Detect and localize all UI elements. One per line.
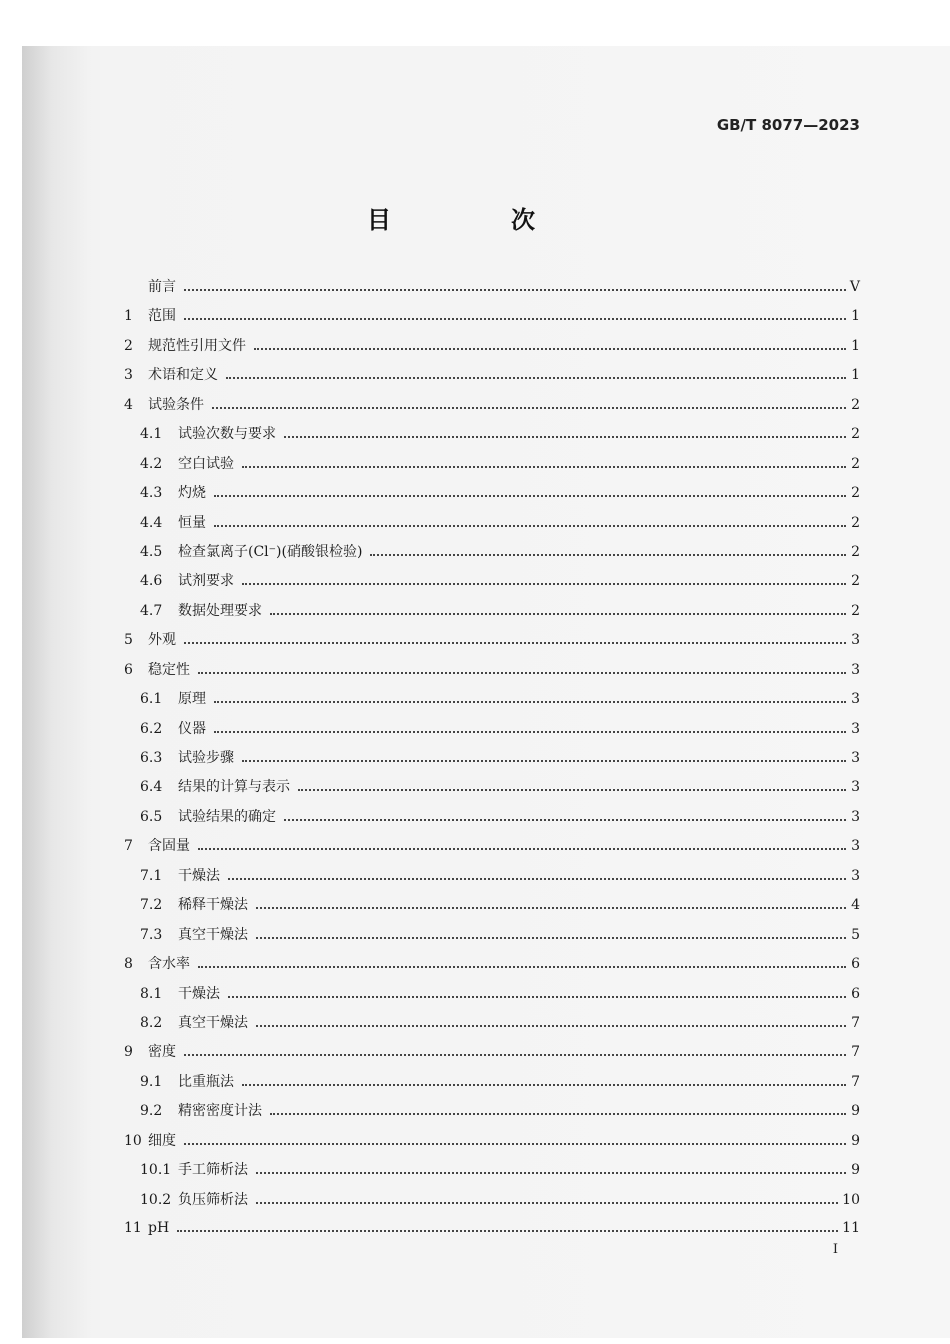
toc-entry-page: 7 xyxy=(851,1044,860,1061)
standard-code: GB/T 8077—2023 xyxy=(716,116,860,134)
toc-entry-page: 3 xyxy=(851,661,860,678)
toc-entry[interactable] xyxy=(124,835,860,864)
toc-entry-page: 10 xyxy=(842,1191,860,1208)
toc-dot-leader xyxy=(177,1218,838,1232)
toc-entry[interactable] xyxy=(124,776,860,805)
toc-entry-page: 6 xyxy=(851,985,860,1002)
toc-entry[interactable] xyxy=(124,1100,860,1129)
toc-entry-page: 3 xyxy=(851,867,860,884)
toc-entry-page: 3 xyxy=(851,691,860,708)
toc-entry-page: 2 xyxy=(851,602,860,619)
toc-entry-number: 6.2 xyxy=(140,720,163,737)
toc-entry[interactable] xyxy=(124,806,860,835)
toc-entry[interactable] xyxy=(124,865,860,894)
toc-entry-label: 试验结果的确定 xyxy=(178,808,276,825)
toc-entry[interactable] xyxy=(124,629,860,658)
toc-entry-page: 3 xyxy=(851,750,860,766)
toc-entry-page: 2 xyxy=(851,573,860,590)
toc-entry-number: 9 xyxy=(124,1044,133,1061)
toc-entry[interactable] xyxy=(124,305,860,334)
toc-dot-leader xyxy=(214,483,846,497)
toc-dot-leader xyxy=(242,748,846,762)
toc-dot-leader xyxy=(284,807,846,821)
toc-entry-page: 6 xyxy=(851,956,860,973)
toc-entry-number: 4.4 xyxy=(140,514,163,531)
table-of-contents xyxy=(124,276,860,1247)
toc-entry[interactable] xyxy=(124,570,860,599)
toc-entry-page: 3 xyxy=(851,632,860,649)
toc-entry-page: 2 xyxy=(851,455,860,472)
toc-dot-leader xyxy=(198,954,846,968)
toc-entry-number: 10 xyxy=(124,1132,142,1149)
toc-entry-number: 4.2 xyxy=(140,455,163,472)
toc-entry[interactable] xyxy=(124,1218,860,1247)
toc-entry-label: 术语和定义 xyxy=(148,367,218,384)
toc-entry-page: 2 xyxy=(851,426,860,443)
toc-entry-number: 4.1 xyxy=(140,426,163,443)
toc-dot-leader xyxy=(184,630,846,644)
toc-entry-label: 真空干燥法 xyxy=(178,1014,248,1031)
toc-entry[interactable] xyxy=(124,1159,860,1188)
toc-entry-page: 3 xyxy=(851,808,860,825)
toc-dot-leader xyxy=(256,925,846,939)
toc-entry[interactable] xyxy=(124,659,860,688)
toc-entry[interactable] xyxy=(124,423,860,452)
toc-dot-leader xyxy=(256,1160,846,1174)
toc-entry-label: 范围 xyxy=(148,308,176,325)
toc-entry-label: 仪器 xyxy=(178,720,206,737)
toc-entry-number: 10.1 xyxy=(140,1162,172,1179)
toc-entry-number: 3 xyxy=(124,367,133,384)
toc-entry-label: 稳定性 xyxy=(148,661,190,678)
toc-entry-page: 1 xyxy=(851,308,860,325)
toc-entry-label: 结果的计算与表示 xyxy=(178,779,290,796)
toc-entry-label: 恒量 xyxy=(178,514,206,531)
toc-entry-page: 3 xyxy=(851,838,860,855)
toc-entry-label: 含固量 xyxy=(148,838,190,855)
toc-dot-leader xyxy=(370,542,846,556)
toc-entry-label: 空白试验 xyxy=(178,455,234,472)
toc-dot-leader xyxy=(226,365,846,379)
toc-entry-label: 密度 xyxy=(148,1044,176,1061)
toc-entry-label: 试验步骤 xyxy=(178,750,234,766)
toc-entry-label: 比重瓶法 xyxy=(178,1073,234,1090)
toc-entry-page: 7 xyxy=(851,1014,860,1031)
toc-dot-leader xyxy=(214,719,846,733)
toc-entry[interactable] xyxy=(124,894,860,923)
toc-entry-label: 手工筛析法 xyxy=(178,1162,248,1179)
toc-entry-label: 干燥法 xyxy=(178,867,220,884)
toc-entry[interactable] xyxy=(124,688,860,717)
toc-entry[interactable] xyxy=(124,541,860,570)
toc-entry-label: 检查氯离子(Cl⁻)(硝酸银检验) xyxy=(178,543,363,560)
toc-dot-leader xyxy=(284,424,846,438)
toc-entry-label: 含水率 xyxy=(148,956,190,973)
toc-entry[interactable] xyxy=(124,1012,860,1041)
toc-entry-page: 1 xyxy=(851,337,860,354)
toc-entry-page: 2 xyxy=(851,396,860,413)
toc-entry-number: 10.2 xyxy=(140,1191,172,1208)
toc-dot-leader xyxy=(214,513,846,527)
toc-entry[interactable] xyxy=(124,600,860,629)
toc-dot-leader xyxy=(228,984,846,998)
toc-dot-leader xyxy=(256,895,846,909)
toc-entry-number: 8.1 xyxy=(140,985,163,1002)
toc-entry-number: 6.1 xyxy=(140,691,163,708)
toc-entry[interactable] xyxy=(124,482,860,511)
toc-entry[interactable] xyxy=(124,364,860,393)
toc-entry[interactable] xyxy=(124,983,860,1012)
toc-entry[interactable] xyxy=(124,924,860,953)
toc-entry[interactable] xyxy=(124,276,860,305)
toc-dot-leader xyxy=(270,1101,846,1115)
toc-entry-number: 1 xyxy=(124,308,133,325)
toc-dot-leader xyxy=(184,306,846,320)
toc-entry-number: 7.3 xyxy=(140,926,163,943)
page-number: I xyxy=(832,1242,838,1257)
toc-entry-number: 9.2 xyxy=(140,1103,163,1120)
toc-entry-page: 4 xyxy=(851,897,860,914)
toc-entry[interactable] xyxy=(124,747,860,776)
toc-entry-number: 6 xyxy=(124,661,133,678)
toc-entry-number: 9.1 xyxy=(140,1073,163,1090)
toc-entry-number: 7 xyxy=(124,838,133,855)
toc-entry-page: 1 xyxy=(851,367,860,384)
toc-entry-number: 6.4 xyxy=(140,779,163,796)
toc-entry-page: 11 xyxy=(842,1220,860,1236)
toc-entry-label: 真空干燥法 xyxy=(178,926,248,943)
toc-dot-leader xyxy=(184,277,846,291)
toc-entry-number: 2 xyxy=(124,337,133,354)
toc-entry-label: 稀释干燥法 xyxy=(178,897,248,914)
toc-entry-label: 负压筛析法 xyxy=(178,1191,248,1208)
toc-entry-number: 8 xyxy=(124,956,133,973)
toc-entry-page: 9 xyxy=(851,1162,860,1179)
toc-dot-leader xyxy=(242,571,846,585)
toc-entry-number: 11 xyxy=(124,1220,142,1236)
toc-entry[interactable] xyxy=(124,394,860,423)
toc-entry-number: 7.1 xyxy=(140,867,163,884)
toc-entry-label: 数据处理要求 xyxy=(178,602,262,619)
toc-dot-leader xyxy=(256,1013,846,1027)
toc-entry-page: 2 xyxy=(851,485,860,502)
toc-entry-label: 前言 xyxy=(148,279,176,295)
toc-dot-leader xyxy=(214,689,846,703)
toc-entry-label: 细度 xyxy=(148,1132,176,1149)
toc-entry-number: 4.7 xyxy=(140,602,163,619)
toc-dot-leader xyxy=(242,1072,846,1086)
toc-entry[interactable] xyxy=(124,1189,860,1218)
toc-entry-number: 8.2 xyxy=(140,1014,163,1031)
toc-dot-leader xyxy=(198,836,846,850)
toc-entry-label: 原理 xyxy=(178,691,206,708)
toc-dot-leader xyxy=(298,777,846,791)
toc-entry-page: 5 xyxy=(851,926,860,943)
toc-dot-leader xyxy=(242,454,846,468)
toc-dot-leader xyxy=(228,866,846,880)
toc-entry-label: pH xyxy=(148,1220,170,1236)
toc-dot-leader xyxy=(184,1131,846,1145)
toc-entry-number: 7.2 xyxy=(140,897,163,914)
toc-entry[interactable] xyxy=(124,718,860,747)
toc-dot-leader xyxy=(254,336,846,350)
toc-entry-label: 规范性引用文件 xyxy=(148,337,246,354)
toc-entry-label: 外观 xyxy=(148,632,176,649)
toc-entry-number: 6.5 xyxy=(140,808,163,825)
toc-entry[interactable] xyxy=(124,335,860,364)
toc-entry-label: 试验条件 xyxy=(148,396,204,413)
toc-entry[interactable] xyxy=(124,1071,860,1100)
toc-entry-page: 9 xyxy=(851,1132,860,1149)
toc-entry[interactable] xyxy=(124,453,860,482)
toc-entry-number: 5 xyxy=(124,632,133,649)
toc-entry-page: 7 xyxy=(851,1073,860,1090)
toc-entry[interactable] xyxy=(124,1041,860,1070)
toc-dot-leader xyxy=(212,395,846,409)
toc-entry-number: 4 xyxy=(124,396,133,413)
toc-entry-page: 9 xyxy=(851,1103,860,1120)
toc-entry-page: 2 xyxy=(851,514,860,531)
toc-entry-page: 3 xyxy=(851,779,860,796)
toc-entry-label: 试剂要求 xyxy=(178,573,234,590)
toc-entry-page: V xyxy=(849,279,860,295)
toc-entry-number: 4.6 xyxy=(140,573,163,590)
toc-entry-label: 试验次数与要求 xyxy=(178,426,276,443)
toc-dot-leader xyxy=(270,601,846,615)
toc-entry-number: 4.5 xyxy=(140,543,163,560)
toc-entry-page: 3 xyxy=(851,720,860,737)
toc-entry-label: 干燥法 xyxy=(178,985,220,1002)
toc-entry-label: 精密密度计法 xyxy=(178,1103,262,1120)
toc-entry-number: 6.3 xyxy=(140,750,163,766)
toc-entry-label: 灼烧 xyxy=(178,485,206,502)
toc-dot-leader xyxy=(184,1042,846,1056)
toc-entry-number: 4.3 xyxy=(140,485,163,502)
toc-entry[interactable] xyxy=(124,953,860,982)
toc-entry[interactable] xyxy=(124,512,860,541)
toc-dot-leader xyxy=(198,660,846,674)
toc-entry-page: 2 xyxy=(851,543,860,560)
toc-entry[interactable] xyxy=(124,1130,860,1159)
toc-title: 目 次 xyxy=(367,206,583,234)
toc-dot-leader xyxy=(256,1190,838,1204)
